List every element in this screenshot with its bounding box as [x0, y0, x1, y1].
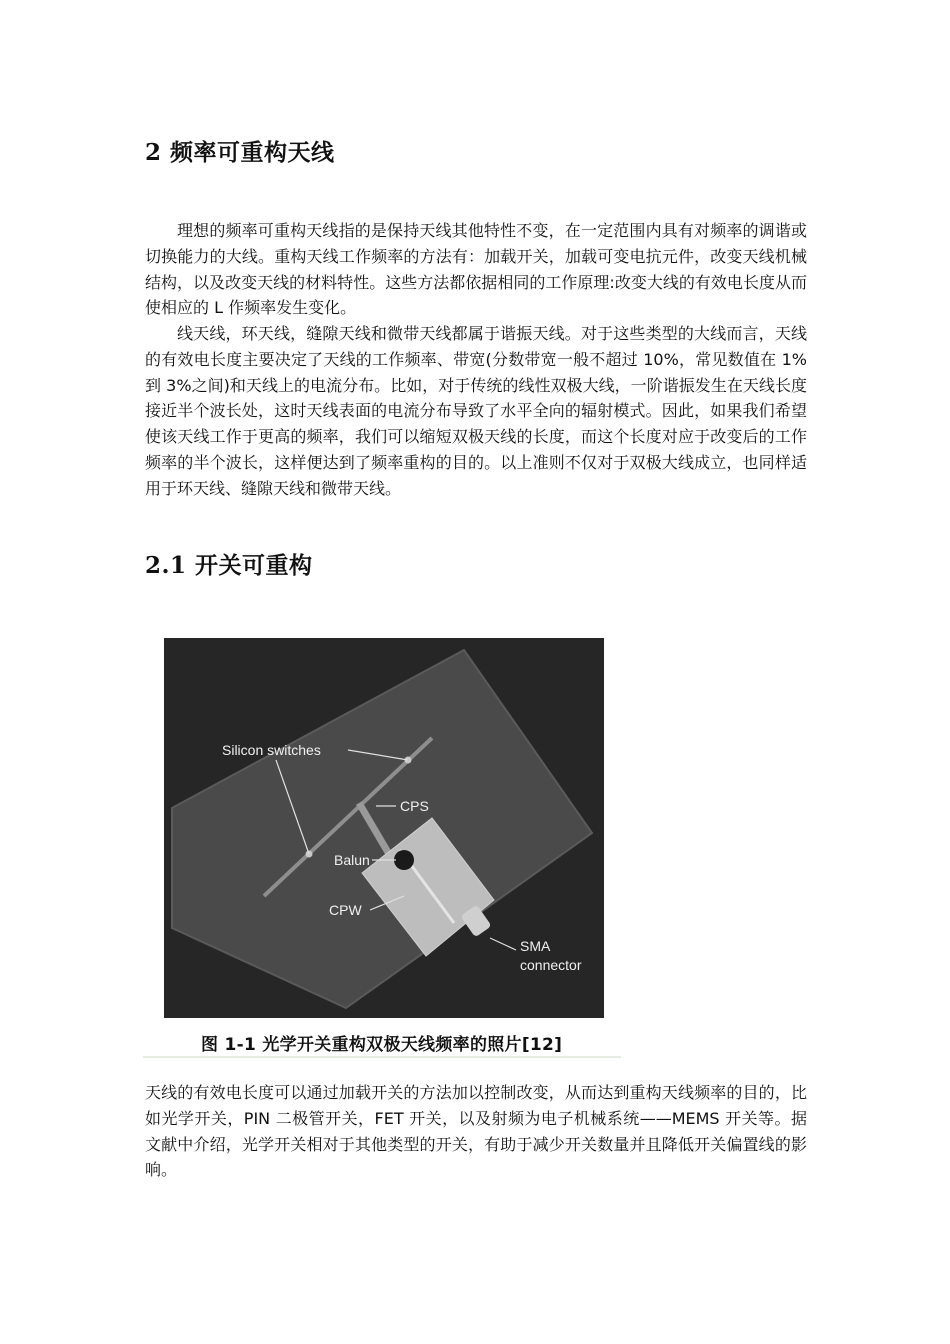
body-paragraph: 天线的有效电长度可以通过加载开关的方法加以控制改变，从而达到重构天线频率的目的，比如光学开关，PIN 二极管开关，FET 开关，以及射频为电子机械系统——MEMS 开关等。据文献中介绍，光学开关相对于其他类型的开关，有助于减少开关数量并且降低开关偏置线的影响。: [145, 1083, 807, 1180]
label-cps: CPS: [400, 798, 429, 814]
figure-caption: 图 1-1 光学开关重构双极天线频率的照片[12]: [201, 1035, 563, 1055]
subsection-heading: 2.1 开关可重构: [145, 552, 313, 579]
antenna-photo-drawing: [164, 638, 604, 1018]
antenna-photo: [164, 638, 604, 1018]
label-connector: connector: [520, 957, 582, 973]
label-balun: Balun: [334, 852, 370, 868]
label-cpw: CPW: [329, 902, 362, 918]
figure: [143, 628, 621, 1056]
body-paragraph: 理想的频率可重构天线指的是保持天线其他特性不变，在一定范围内具有对频率的调谐或切换能力的大线。重构天线工作频率的方法有：加载开关，加载可变电抗元件，改变天线机械结构，以及改变天线的材料特性。这些方法都依据相同的工作原理:改变大线的有效电长度从而使相应的 L 作频率发生变化。: [145, 221, 807, 318]
label-sma: SMA: [520, 938, 551, 954]
label-silicon-switches: Silicon switches: [222, 742, 321, 758]
section-heading: 2 频率可重构天线: [145, 139, 335, 166]
body-paragraph: 线天线，环天线，缝隙天线和微带天线都属于谐振天线。对于这些类型的大线而言，天线的有效电长度主要决定了天线的工作频率、带宽(分数带宽一般不超过 10%，常见数值在 1%到 3%之间)和天线上的电流分布。比如，对于传统的线性双极大线，一阶谐振发生在天线长度接近半个波长处，这时天线表面的电流分布导致了水平全向的辐射模式。因此，如果我们希望使该天线工作于更高的频率，我们可以缩短双极天线的长度，而这个长度对应于改变后的工作频率的半个波长，这样便达到了频率重构的目的。以上准则不仅对于双极大线成立，也同样适用于环天线、缝隙天线和微带天线。: [145, 324, 807, 498]
